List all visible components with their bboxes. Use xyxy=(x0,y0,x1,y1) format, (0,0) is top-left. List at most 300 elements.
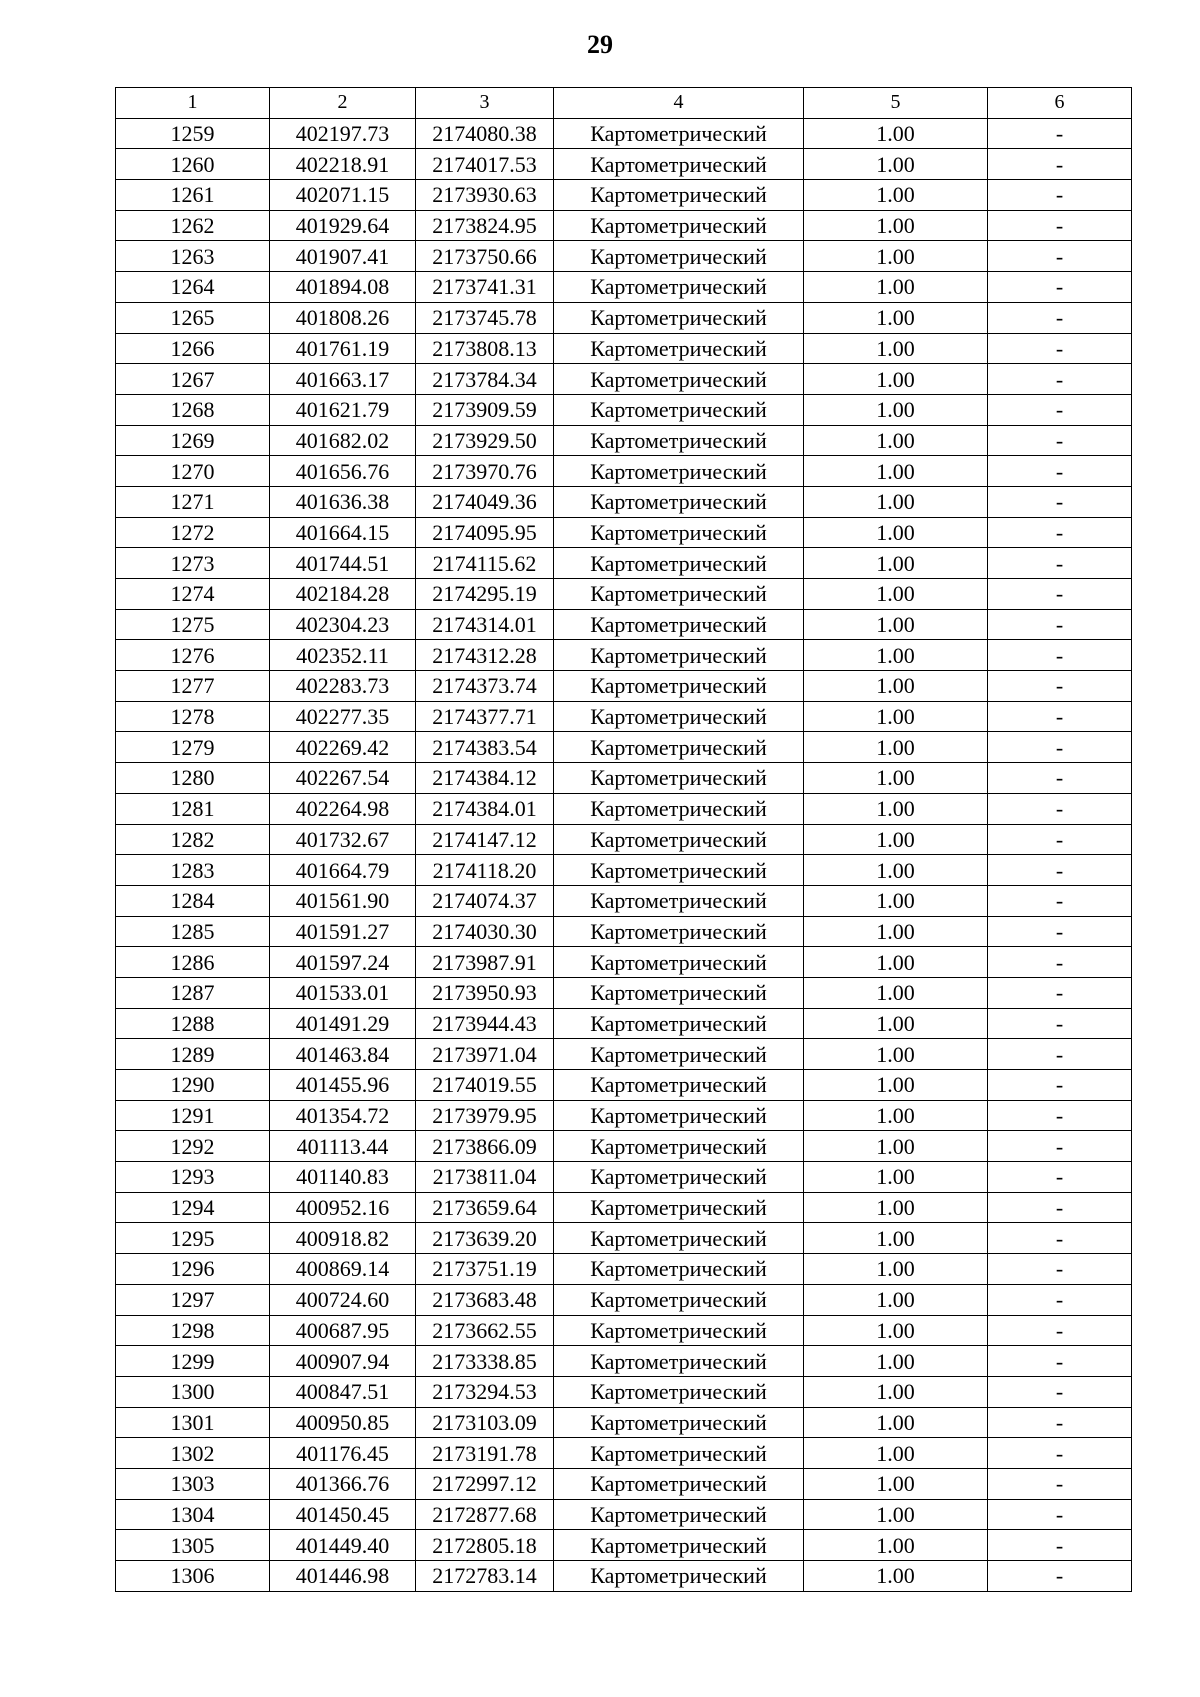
method-cell: Картометрический xyxy=(554,1070,804,1101)
header-cell-3: 3 xyxy=(416,88,554,119)
table-row xyxy=(116,118,1132,149)
y-coordinate-cell: 2173944.43 xyxy=(416,1008,554,1039)
y-coordinate-cell: 2174095.95 xyxy=(416,517,554,548)
point-number-cell: 1290 xyxy=(116,1070,270,1101)
point-number-cell: 1295 xyxy=(116,1223,270,1254)
y-coordinate-cell: 2172783.14 xyxy=(416,1561,554,1592)
y-coordinate-cell: 2173811.04 xyxy=(416,1162,554,1193)
description-cell: - xyxy=(988,1407,1132,1438)
description-cell: - xyxy=(988,1438,1132,1469)
y-coordinate-cell: 2173784.34 xyxy=(416,364,554,395)
method-cell: Картометрический xyxy=(554,609,804,640)
description-cell: - xyxy=(988,180,1132,211)
y-coordinate-cell: 2173950.93 xyxy=(416,977,554,1008)
method-cell: Картометрический xyxy=(554,1376,804,1407)
point-number-cell: 1299 xyxy=(116,1346,270,1377)
point-number-cell: 1277 xyxy=(116,671,270,702)
method-cell: Картометрический xyxy=(554,855,804,886)
description-cell: - xyxy=(988,272,1132,303)
x-coordinate-cell: 401366.76 xyxy=(270,1468,416,1499)
x-coordinate-cell: 401561.90 xyxy=(270,885,416,916)
point-number-cell: 1283 xyxy=(116,855,270,886)
x-coordinate-cell: 402269.42 xyxy=(270,732,416,763)
table-row xyxy=(116,1162,1132,1193)
table-row xyxy=(116,1407,1132,1438)
accuracy-cell: 1.00 xyxy=(804,609,988,640)
table-row xyxy=(116,671,1132,702)
y-coordinate-cell: 2173987.91 xyxy=(416,947,554,978)
method-cell: Картометрический xyxy=(554,1468,804,1499)
header-cell-5: 5 xyxy=(804,88,988,119)
table-row xyxy=(116,1499,1132,1530)
point-number-cell: 1302 xyxy=(116,1438,270,1469)
x-coordinate-cell: 401113.44 xyxy=(270,1131,416,1162)
x-coordinate-cell: 401533.01 xyxy=(270,977,416,1008)
y-coordinate-cell: 2172877.68 xyxy=(416,1499,554,1530)
method-cell: Картометрический xyxy=(554,1561,804,1592)
header-row xyxy=(116,88,1132,119)
x-coordinate-cell: 401732.67 xyxy=(270,824,416,855)
accuracy-cell: 1.00 xyxy=(804,364,988,395)
x-coordinate-cell: 401663.17 xyxy=(270,364,416,395)
y-coordinate-cell: 2173103.09 xyxy=(416,1407,554,1438)
method-cell: Картометрический xyxy=(554,1100,804,1131)
description-cell: - xyxy=(988,947,1132,978)
method-cell: Картометрический xyxy=(554,1438,804,1469)
accuracy-cell: 1.00 xyxy=(804,302,988,333)
accuracy-cell: 1.00 xyxy=(804,1438,988,1469)
method-cell: Картометрический xyxy=(554,394,804,425)
point-number-cell: 1285 xyxy=(116,916,270,947)
table-row xyxy=(116,1438,1132,1469)
y-coordinate-cell: 2173930.63 xyxy=(416,180,554,211)
header-cell-4: 4 xyxy=(554,88,804,119)
accuracy-cell: 1.00 xyxy=(804,763,988,794)
table-row xyxy=(116,456,1132,487)
method-cell: Картометрический xyxy=(554,272,804,303)
accuracy-cell: 1.00 xyxy=(804,1315,988,1346)
point-number-cell: 1264 xyxy=(116,272,270,303)
x-coordinate-cell: 401491.29 xyxy=(270,1008,416,1039)
y-coordinate-cell: 2174314.01 xyxy=(416,609,554,640)
method-cell: Картометрический xyxy=(554,364,804,395)
description-cell: - xyxy=(988,1561,1132,1592)
point-number-cell: 1270 xyxy=(116,456,270,487)
point-number-cell: 1303 xyxy=(116,1468,270,1499)
accuracy-cell: 1.00 xyxy=(804,579,988,610)
method-cell: Картометрический xyxy=(554,180,804,211)
method-cell: Картометрический xyxy=(554,333,804,364)
accuracy-cell: 1.00 xyxy=(804,1376,988,1407)
y-coordinate-cell: 2173741.31 xyxy=(416,272,554,303)
description-cell: - xyxy=(988,1039,1132,1070)
table-row xyxy=(116,210,1132,241)
y-coordinate-cell: 2173979.95 xyxy=(416,1100,554,1131)
method-cell: Картометрический xyxy=(554,1192,804,1223)
method-cell: Картометрический xyxy=(554,486,804,517)
method-cell: Картометрический xyxy=(554,977,804,1008)
description-cell: - xyxy=(988,1254,1132,1285)
description-cell: - xyxy=(988,302,1132,333)
accuracy-cell: 1.00 xyxy=(804,456,988,487)
table-row xyxy=(116,977,1132,1008)
accuracy-cell: 1.00 xyxy=(804,210,988,241)
method-cell: Картометрический xyxy=(554,1284,804,1315)
method-cell: Картометрический xyxy=(554,1254,804,1285)
accuracy-cell: 1.00 xyxy=(804,1254,988,1285)
y-coordinate-cell: 2173659.64 xyxy=(416,1192,554,1223)
coordinates-table xyxy=(115,87,1132,1592)
table-row xyxy=(116,302,1132,333)
accuracy-cell: 1.00 xyxy=(804,1039,988,1070)
point-number-cell: 1262 xyxy=(116,210,270,241)
y-coordinate-cell: 2173338.85 xyxy=(416,1346,554,1377)
table-row xyxy=(116,855,1132,886)
y-coordinate-cell: 2174373.74 xyxy=(416,671,554,702)
method-cell: Картометрический xyxy=(554,1530,804,1561)
point-number-cell: 1275 xyxy=(116,609,270,640)
y-coordinate-cell: 2172997.12 xyxy=(416,1468,554,1499)
method-cell: Картометрический xyxy=(554,732,804,763)
method-cell: Картометрический xyxy=(554,517,804,548)
table-row xyxy=(116,763,1132,794)
x-coordinate-cell: 401907.41 xyxy=(270,241,416,272)
method-cell: Картометрический xyxy=(554,1315,804,1346)
table-row xyxy=(116,640,1132,671)
point-number-cell: 1304 xyxy=(116,1499,270,1530)
description-cell: - xyxy=(988,1499,1132,1530)
table-row xyxy=(116,701,1132,732)
description-cell: - xyxy=(988,1376,1132,1407)
accuracy-cell: 1.00 xyxy=(804,824,988,855)
y-coordinate-cell: 2174019.55 xyxy=(416,1070,554,1101)
accuracy-cell: 1.00 xyxy=(804,916,988,947)
description-cell: - xyxy=(988,118,1132,149)
description-cell: - xyxy=(988,1346,1132,1377)
table-row xyxy=(116,149,1132,180)
y-coordinate-cell: 2173294.53 xyxy=(416,1376,554,1407)
description-cell: - xyxy=(988,763,1132,794)
table-row xyxy=(116,609,1132,640)
method-cell: Картометрический xyxy=(554,579,804,610)
y-coordinate-cell: 2173750.66 xyxy=(416,241,554,272)
point-number-cell: 1278 xyxy=(116,701,270,732)
x-coordinate-cell: 402197.73 xyxy=(270,118,416,149)
x-coordinate-cell: 401446.98 xyxy=(270,1561,416,1592)
method-cell: Картометрический xyxy=(554,1499,804,1530)
y-coordinate-cell: 2174115.62 xyxy=(416,548,554,579)
description-cell: - xyxy=(988,210,1132,241)
accuracy-cell: 1.00 xyxy=(804,640,988,671)
y-coordinate-cell: 2173662.55 xyxy=(416,1315,554,1346)
accuracy-cell: 1.00 xyxy=(804,1162,988,1193)
point-number-cell: 1272 xyxy=(116,517,270,548)
accuracy-cell: 1.00 xyxy=(804,1100,988,1131)
table-row xyxy=(116,180,1132,211)
table-row xyxy=(116,824,1132,855)
description-cell: - xyxy=(988,855,1132,886)
x-coordinate-cell: 401621.79 xyxy=(270,394,416,425)
x-coordinate-cell: 401463.84 xyxy=(270,1039,416,1070)
method-cell: Картометрический xyxy=(554,1039,804,1070)
table-row xyxy=(116,1346,1132,1377)
y-coordinate-cell: 2174049.36 xyxy=(416,486,554,517)
accuracy-cell: 1.00 xyxy=(804,793,988,824)
x-coordinate-cell: 400687.95 xyxy=(270,1315,416,1346)
table-row xyxy=(116,241,1132,272)
accuracy-cell: 1.00 xyxy=(804,1284,988,1315)
accuracy-cell: 1.00 xyxy=(804,855,988,886)
accuracy-cell: 1.00 xyxy=(804,241,988,272)
x-coordinate-cell: 400724.60 xyxy=(270,1284,416,1315)
point-number-cell: 1297 xyxy=(116,1284,270,1315)
description-cell: - xyxy=(988,1468,1132,1499)
accuracy-cell: 1.00 xyxy=(804,333,988,364)
description-cell: - xyxy=(988,333,1132,364)
y-coordinate-cell: 2173824.95 xyxy=(416,210,554,241)
accuracy-cell: 1.00 xyxy=(804,272,988,303)
x-coordinate-cell: 400950.85 xyxy=(270,1407,416,1438)
accuracy-cell: 1.00 xyxy=(804,548,988,579)
table-row xyxy=(116,1561,1132,1592)
x-coordinate-cell: 402352.11 xyxy=(270,640,416,671)
accuracy-cell: 1.00 xyxy=(804,425,988,456)
table-row xyxy=(116,517,1132,548)
y-coordinate-cell: 2174030.30 xyxy=(416,916,554,947)
description-cell: - xyxy=(988,1162,1132,1193)
y-coordinate-cell: 2174377.71 xyxy=(416,701,554,732)
y-coordinate-cell: 2173970.76 xyxy=(416,456,554,487)
x-coordinate-cell: 400952.16 xyxy=(270,1192,416,1223)
accuracy-cell: 1.00 xyxy=(804,1070,988,1101)
description-cell: - xyxy=(988,394,1132,425)
method-cell: Картометрический xyxy=(554,425,804,456)
y-coordinate-cell: 2173683.48 xyxy=(416,1284,554,1315)
accuracy-cell: 1.00 xyxy=(804,947,988,978)
x-coordinate-cell: 400907.94 xyxy=(270,1346,416,1377)
method-cell: Картометрический xyxy=(554,1407,804,1438)
table-row xyxy=(116,1315,1132,1346)
x-coordinate-cell: 402218.91 xyxy=(270,149,416,180)
x-coordinate-cell: 401591.27 xyxy=(270,916,416,947)
y-coordinate-cell: 2173639.20 xyxy=(416,1223,554,1254)
x-coordinate-cell: 400869.14 xyxy=(270,1254,416,1285)
description-cell: - xyxy=(988,671,1132,702)
description-cell: - xyxy=(988,425,1132,456)
y-coordinate-cell: 2173808.13 xyxy=(416,333,554,364)
description-cell: - xyxy=(988,609,1132,640)
point-number-cell: 1284 xyxy=(116,885,270,916)
x-coordinate-cell: 401656.76 xyxy=(270,456,416,487)
description-cell: - xyxy=(988,824,1132,855)
point-number-cell: 1259 xyxy=(116,118,270,149)
x-coordinate-cell: 400918.82 xyxy=(270,1223,416,1254)
method-cell: Картометрический xyxy=(554,824,804,855)
table-row xyxy=(116,1223,1132,1254)
method-cell: Картометрический xyxy=(554,302,804,333)
description-cell: - xyxy=(988,1070,1132,1101)
accuracy-cell: 1.00 xyxy=(804,517,988,548)
point-number-cell: 1300 xyxy=(116,1376,270,1407)
accuracy-cell: 1.00 xyxy=(804,885,988,916)
accuracy-cell: 1.00 xyxy=(804,1530,988,1561)
page-number: 29 xyxy=(587,30,613,59)
accuracy-cell: 1.00 xyxy=(804,486,988,517)
x-coordinate-cell: 402283.73 xyxy=(270,671,416,702)
description-cell: - xyxy=(988,1315,1132,1346)
description-cell: - xyxy=(988,1530,1132,1561)
method-cell: Картометрический xyxy=(554,1008,804,1039)
method-cell: Картометрический xyxy=(554,1162,804,1193)
point-number-cell: 1268 xyxy=(116,394,270,425)
description-cell: - xyxy=(988,1223,1132,1254)
x-coordinate-cell: 402071.15 xyxy=(270,180,416,211)
x-coordinate-cell: 401761.19 xyxy=(270,333,416,364)
x-coordinate-cell: 401664.79 xyxy=(270,855,416,886)
point-number-cell: 1301 xyxy=(116,1407,270,1438)
table-row xyxy=(116,1284,1132,1315)
table-row xyxy=(116,333,1132,364)
point-number-cell: 1291 xyxy=(116,1100,270,1131)
accuracy-cell: 1.00 xyxy=(804,1131,988,1162)
header-cell-1: 1 xyxy=(116,88,270,119)
y-coordinate-cell: 2173909.59 xyxy=(416,394,554,425)
x-coordinate-cell: 401664.15 xyxy=(270,517,416,548)
accuracy-cell: 1.00 xyxy=(804,1407,988,1438)
point-number-cell: 1281 xyxy=(116,793,270,824)
x-coordinate-cell: 402277.35 xyxy=(270,701,416,732)
description-cell: - xyxy=(988,364,1132,395)
point-number-cell: 1282 xyxy=(116,824,270,855)
x-coordinate-cell: 402267.54 xyxy=(270,763,416,794)
table-row xyxy=(116,579,1132,610)
point-number-cell: 1280 xyxy=(116,763,270,794)
method-cell: Картометрический xyxy=(554,885,804,916)
description-cell: - xyxy=(988,579,1132,610)
x-coordinate-cell: 401140.83 xyxy=(270,1162,416,1193)
y-coordinate-cell: 2174074.37 xyxy=(416,885,554,916)
point-number-cell: 1288 xyxy=(116,1008,270,1039)
description-cell: - xyxy=(988,701,1132,732)
table-row xyxy=(116,885,1132,916)
table-row xyxy=(116,1070,1132,1101)
x-coordinate-cell: 402264.98 xyxy=(270,793,416,824)
method-cell: Картометрический xyxy=(554,763,804,794)
accuracy-cell: 1.00 xyxy=(804,1561,988,1592)
y-coordinate-cell: 2174017.53 xyxy=(416,149,554,180)
x-coordinate-cell: 400847.51 xyxy=(270,1376,416,1407)
description-cell: - xyxy=(988,149,1132,180)
point-number-cell: 1274 xyxy=(116,579,270,610)
table-row xyxy=(116,1100,1132,1131)
x-coordinate-cell: 402184.28 xyxy=(270,579,416,610)
x-coordinate-cell: 401636.38 xyxy=(270,486,416,517)
y-coordinate-cell: 2174384.01 xyxy=(416,793,554,824)
header-cell-2: 2 xyxy=(270,88,416,119)
point-number-cell: 1266 xyxy=(116,333,270,364)
table-row xyxy=(116,1254,1132,1285)
accuracy-cell: 1.00 xyxy=(804,701,988,732)
point-number-cell: 1269 xyxy=(116,425,270,456)
accuracy-cell: 1.00 xyxy=(804,394,988,425)
method-cell: Картометрический xyxy=(554,548,804,579)
point-number-cell: 1294 xyxy=(116,1192,270,1223)
method-cell: Картометрический xyxy=(554,149,804,180)
method-cell: Картометрический xyxy=(554,701,804,732)
method-cell: Картометрический xyxy=(554,793,804,824)
method-cell: Картометрический xyxy=(554,118,804,149)
point-number-cell: 1292 xyxy=(116,1131,270,1162)
accuracy-cell: 1.00 xyxy=(804,977,988,1008)
accuracy-cell: 1.00 xyxy=(804,1192,988,1223)
method-cell: Картометрический xyxy=(554,1223,804,1254)
x-coordinate-cell: 401894.08 xyxy=(270,272,416,303)
point-number-cell: 1298 xyxy=(116,1315,270,1346)
table-row xyxy=(116,732,1132,763)
table-body xyxy=(116,118,1132,1591)
method-cell: Картометрический xyxy=(554,640,804,671)
table-row xyxy=(116,1131,1132,1162)
description-cell: - xyxy=(988,241,1132,272)
table-row xyxy=(116,486,1132,517)
method-cell: Картометрический xyxy=(554,1131,804,1162)
accuracy-cell: 1.00 xyxy=(804,149,988,180)
table-row xyxy=(116,916,1132,947)
point-number-cell: 1279 xyxy=(116,732,270,763)
x-coordinate-cell: 401450.45 xyxy=(270,1499,416,1530)
method-cell: Картометрический xyxy=(554,241,804,272)
description-cell: - xyxy=(988,1192,1132,1223)
point-number-cell: 1273 xyxy=(116,548,270,579)
point-number-cell: 1286 xyxy=(116,947,270,978)
description-cell: - xyxy=(988,456,1132,487)
accuracy-cell: 1.00 xyxy=(804,671,988,702)
x-coordinate-cell: 401744.51 xyxy=(270,548,416,579)
x-coordinate-cell: 401808.26 xyxy=(270,302,416,333)
point-number-cell: 1287 xyxy=(116,977,270,1008)
y-coordinate-cell: 2174080.38 xyxy=(416,118,554,149)
point-number-cell: 1260 xyxy=(116,149,270,180)
table-row xyxy=(116,793,1132,824)
y-coordinate-cell: 2173929.50 xyxy=(416,425,554,456)
table-row xyxy=(116,1008,1132,1039)
table-row xyxy=(116,1192,1132,1223)
description-cell: - xyxy=(988,977,1132,1008)
description-cell: - xyxy=(988,1008,1132,1039)
point-number-cell: 1289 xyxy=(116,1039,270,1070)
accuracy-cell: 1.00 xyxy=(804,180,988,211)
point-number-cell: 1306 xyxy=(116,1561,270,1592)
table-row xyxy=(116,1530,1132,1561)
x-coordinate-cell: 401929.64 xyxy=(270,210,416,241)
point-number-cell: 1296 xyxy=(116,1254,270,1285)
accuracy-cell: 1.00 xyxy=(804,1346,988,1377)
accuracy-cell: 1.00 xyxy=(804,1223,988,1254)
x-coordinate-cell: 401455.96 xyxy=(270,1070,416,1101)
description-cell: - xyxy=(988,732,1132,763)
table-row xyxy=(116,364,1132,395)
table-row xyxy=(116,947,1132,978)
method-cell: Картометрический xyxy=(554,916,804,947)
accuracy-cell: 1.00 xyxy=(804,1499,988,1530)
x-coordinate-cell: 401597.24 xyxy=(270,947,416,978)
description-cell: - xyxy=(988,916,1132,947)
description-cell: - xyxy=(988,1284,1132,1315)
x-coordinate-cell: 401354.72 xyxy=(270,1100,416,1131)
accuracy-cell: 1.00 xyxy=(804,732,988,763)
description-cell: - xyxy=(988,1131,1132,1162)
table-row xyxy=(116,1376,1132,1407)
